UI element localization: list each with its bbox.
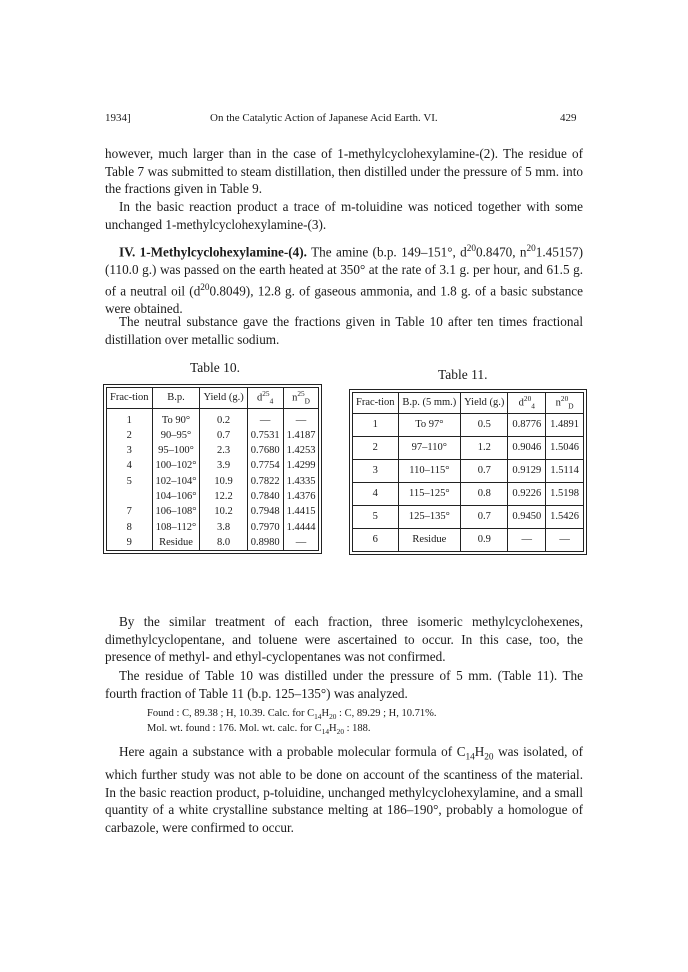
table10-cell: 5: [107, 474, 153, 489]
t10-n: n: [292, 392, 298, 404]
table10-cell: 90–95°: [152, 428, 200, 443]
p3-text-b: The amine (b.p. 149–151°, d: [311, 244, 467, 260]
table-row: [353, 505, 584, 528]
mw-sub-14: 14: [321, 727, 330, 737]
table11-cell: 97–110°: [398, 436, 461, 459]
table11-cell: 1.5114: [546, 459, 584, 482]
paragraph-3: [105, 240, 583, 317]
p3-text-d: 1.45157) (110.0 g.) was passed on the earth heated at 350° at the rate of 3.1 g. per hour, and 61.5 g. of a neutral oil (d: [105, 244, 584, 298]
mw-sub-20: 20: [336, 727, 344, 737]
table10-cell: 95–100°: [152, 443, 200, 458]
table10-cell: To 90°: [152, 408, 200, 428]
p7-b: H: [474, 744, 485, 759]
t10-header-fraction: Frac-tion: [107, 388, 153, 409]
t10-header-refractive: [283, 388, 319, 409]
table10-cell: 4: [107, 458, 153, 473]
table10-cell: 1.4444: [283, 520, 319, 535]
table10-cell: 1.4376: [283, 489, 319, 504]
table10-cell: [107, 489, 153, 504]
table10-cell: 1: [107, 408, 153, 428]
table10-cell: 1.4335: [283, 474, 319, 489]
t10-d-sub: 4: [269, 396, 274, 406]
table-row: [107, 474, 319, 489]
table-row: [353, 528, 584, 551]
table11-cell: 3: [353, 459, 399, 482]
table-row: [107, 458, 319, 473]
table11-caption: Table 11.: [438, 367, 488, 382]
page-number: 429: [560, 112, 577, 124]
table10-cell: 0.7: [200, 428, 247, 443]
table-row: [353, 459, 584, 482]
found-b: H: [321, 708, 330, 719]
found-sub-20: 20: [329, 712, 337, 722]
p7-c: was isolated, of which further study was not able to be done on account of the scantiness of the material. In the basic reaction product, p-toluidine, unchanged methylcyclohexylamine, and a small quantity of a white crystalline substance melting at 186–190°, probably a homologue of carbazole, were confirmed to occur.: [105, 744, 583, 836]
table10-cell: 0.8980: [247, 535, 283, 551]
table-row: [107, 535, 319, 551]
table10-cell: 0.7970: [247, 520, 283, 535]
table-row: [353, 482, 584, 505]
t11-n-sup: 20: [560, 394, 569, 403]
t11-n-sub: D: [568, 401, 574, 411]
table10-cell: 106–108°: [152, 504, 200, 519]
table11-cell: 110–115°: [398, 459, 461, 482]
table10-cell: 108–112°: [152, 520, 200, 535]
paragraph-1: however, much larger than in the case of 1-methylcyclohexylamine-(2). The residue of Table 7 was submitted to steam distillation, then distilled under the pressure of 5 mm. into the fractions given in Table 9.: [105, 146, 583, 197]
paragraph-6: The residue of Table 10 was distilled under the pressure of 5 mm. (Table 11). The fourth fraction of Table 11 (b.p. 125–135°) was analyzed.: [105, 668, 583, 701]
t11-header-bp: B.p. (5 mm.): [398, 393, 461, 414]
table11-cell: 0.7: [461, 459, 508, 482]
table11-cell: —: [546, 528, 584, 551]
table10-cell: 104–106°: [152, 489, 200, 504]
table11-cell: 0.8: [461, 482, 508, 505]
table11-cell: 1: [353, 413, 399, 436]
sup-20b: 20: [526, 243, 536, 253]
table11-cell: 5: [353, 505, 399, 528]
p3-text-e: 0.8049), 12.8 g. of gaseous ammonia, and 1.8 g. of a basic substance were obtained.: [105, 282, 583, 316]
table10-cell: —: [283, 408, 319, 428]
table11-cell: 1.5046: [546, 436, 584, 459]
table11-cell: To 97°: [398, 413, 461, 436]
table11-cell: 0.9450: [508, 505, 546, 528]
table11-cell: 0.9129: [508, 459, 546, 482]
table11-cell: 0.9226: [508, 482, 546, 505]
table10-cell: 10.2: [200, 504, 247, 519]
t11-d: d: [518, 397, 524, 409]
table11-cell: 115–125°: [398, 482, 461, 505]
table11-cell: —: [508, 528, 546, 551]
running-header-title: On the Catalytic Action of Japanese Acid Earth. VI.: [210, 112, 438, 124]
table10-cell: —: [283, 535, 319, 551]
paragraph-5: By the similar treatment of each fraction, three isomeric methylcyclohexenes, dimethylcyclopentane, and toluene were ascertained to occur. In this case, too, the presence of methyl- and ethyl-cyclopentanes was not confirmed.: [105, 614, 583, 665]
running-header-year: 1934]: [105, 112, 131, 124]
table11-cell: 2: [353, 436, 399, 459]
table11-cell: 0.7: [461, 505, 508, 528]
mw-a: Mol. wt. found : 176. Mol. wt. calc. for C: [147, 723, 322, 734]
table11-cell: 0.9046: [508, 436, 546, 459]
p7-a: Here again a substance with a probable molecular formula of C: [119, 744, 466, 759]
table-10: [106, 387, 319, 551]
table11-cell: 1.2: [461, 436, 508, 459]
table10-cell: 0.7531: [247, 428, 283, 443]
mw-b: H: [329, 723, 337, 734]
t10-d: d: [257, 392, 263, 404]
mw-c: : 188.: [343, 723, 371, 734]
t11-d-sup: 20: [523, 394, 532, 403]
paragraph-7: [105, 743, 583, 837]
table11-cell: 6: [353, 528, 399, 551]
analysis-mol-wt: [147, 722, 371, 739]
table11-cell: 125–135°: [398, 505, 461, 528]
table10-cell: 3: [107, 443, 153, 458]
table-row: [353, 413, 584, 436]
t10-header-density: [247, 388, 283, 409]
t11-n: n: [555, 397, 561, 409]
sup-20: 20: [466, 243, 476, 253]
table10-cell: 100–102°: [152, 458, 200, 473]
table-row: [107, 520, 319, 535]
table10-cell: 1.4187: [283, 428, 319, 443]
t11-header-yield: Yield (g.): [461, 393, 508, 414]
table11-cell: 0.9: [461, 528, 508, 551]
table-row: [107, 504, 319, 519]
table-row: [107, 443, 319, 458]
table10-cell: 2: [107, 428, 153, 443]
table-row: [107, 489, 319, 504]
t11-d-sub: 4: [531, 401, 535, 411]
table10-caption: Table 10.: [190, 360, 241, 375]
section-heading: IV. 1-Methylcyclohexylamine-(4).: [119, 244, 307, 260]
found-c: : C, 89.29 ; H, 10.71%.: [336, 708, 437, 719]
sup-20c: 20: [200, 281, 210, 292]
table11-cell: 1.5426: [546, 505, 584, 528]
t10-header-bp: B.p.: [152, 388, 200, 409]
table10-cell: 1.4415: [283, 504, 319, 519]
table10-cell: 3.8: [200, 520, 247, 535]
p3-text-c: 0.8470, n: [476, 244, 527, 260]
table11-cell: 4: [353, 482, 399, 505]
table11-cell: Residue: [398, 528, 461, 551]
table11-cell: 0.5: [461, 413, 508, 436]
found-a: Found : C, 89.38 ; H, 10.39. Calc. for C: [147, 708, 315, 719]
table10-cell: 8.0: [200, 535, 247, 551]
table10-cell: 3.9: [200, 458, 247, 473]
table10-cell: 12.2: [200, 489, 247, 504]
table10-cell: 102–104°: [152, 474, 200, 489]
table10-cell: 0.7822: [247, 474, 283, 489]
table10-cell: Residue: [152, 535, 200, 551]
paragraph-4: The neutral substance gave the fractions given in Table 10 after ten times fractional distillation over metallic sodium.: [105, 314, 583, 347]
table10-cell: 9: [107, 535, 153, 551]
t10-n-sub: D: [304, 396, 310, 406]
table11-cell: 1.4891: [546, 413, 584, 436]
table10-cell: 0.7948: [247, 504, 283, 519]
table-row: [107, 408, 319, 428]
p7-sub-20: 20: [484, 751, 494, 762]
t10-d-sup: 25: [262, 389, 270, 398]
t10-header-yield: Yield (g.): [200, 388, 247, 409]
table10-cell: 1.4253: [283, 443, 319, 458]
paragraph-2: In the basic reaction product a trace of m-toluidine was noticed together with some unchanged 1-methylcyclohexylamine-(3).: [105, 199, 583, 232]
p7-sub-14: 14: [465, 751, 475, 762]
t11-header-refractive: [546, 393, 584, 414]
table10-cell: 8: [107, 520, 153, 535]
table-row: [107, 428, 319, 443]
found-sub-14: 14: [314, 712, 322, 722]
table10-cell: 7: [107, 504, 153, 519]
t10-n-sup: 25: [297, 389, 305, 398]
table10-cell: 0.2: [200, 408, 247, 428]
table-11: [352, 392, 584, 552]
table10-cell: 2.3: [200, 443, 247, 458]
table11-cell: 1.5198: [546, 482, 584, 505]
table10-cell: —: [247, 408, 283, 428]
table10-cell: 0.7754: [247, 458, 283, 473]
table10-cell: 1.4299: [283, 458, 319, 473]
table10-cell: 0.7840: [247, 489, 283, 504]
table10-cell: 10.9: [200, 474, 247, 489]
t11-header-fraction: Frac-tion: [353, 393, 399, 414]
table11-cell: 0.8776: [508, 413, 546, 436]
table10-cell: 0.7680: [247, 443, 283, 458]
t11-header-density: [508, 393, 546, 414]
table-row: [353, 436, 584, 459]
